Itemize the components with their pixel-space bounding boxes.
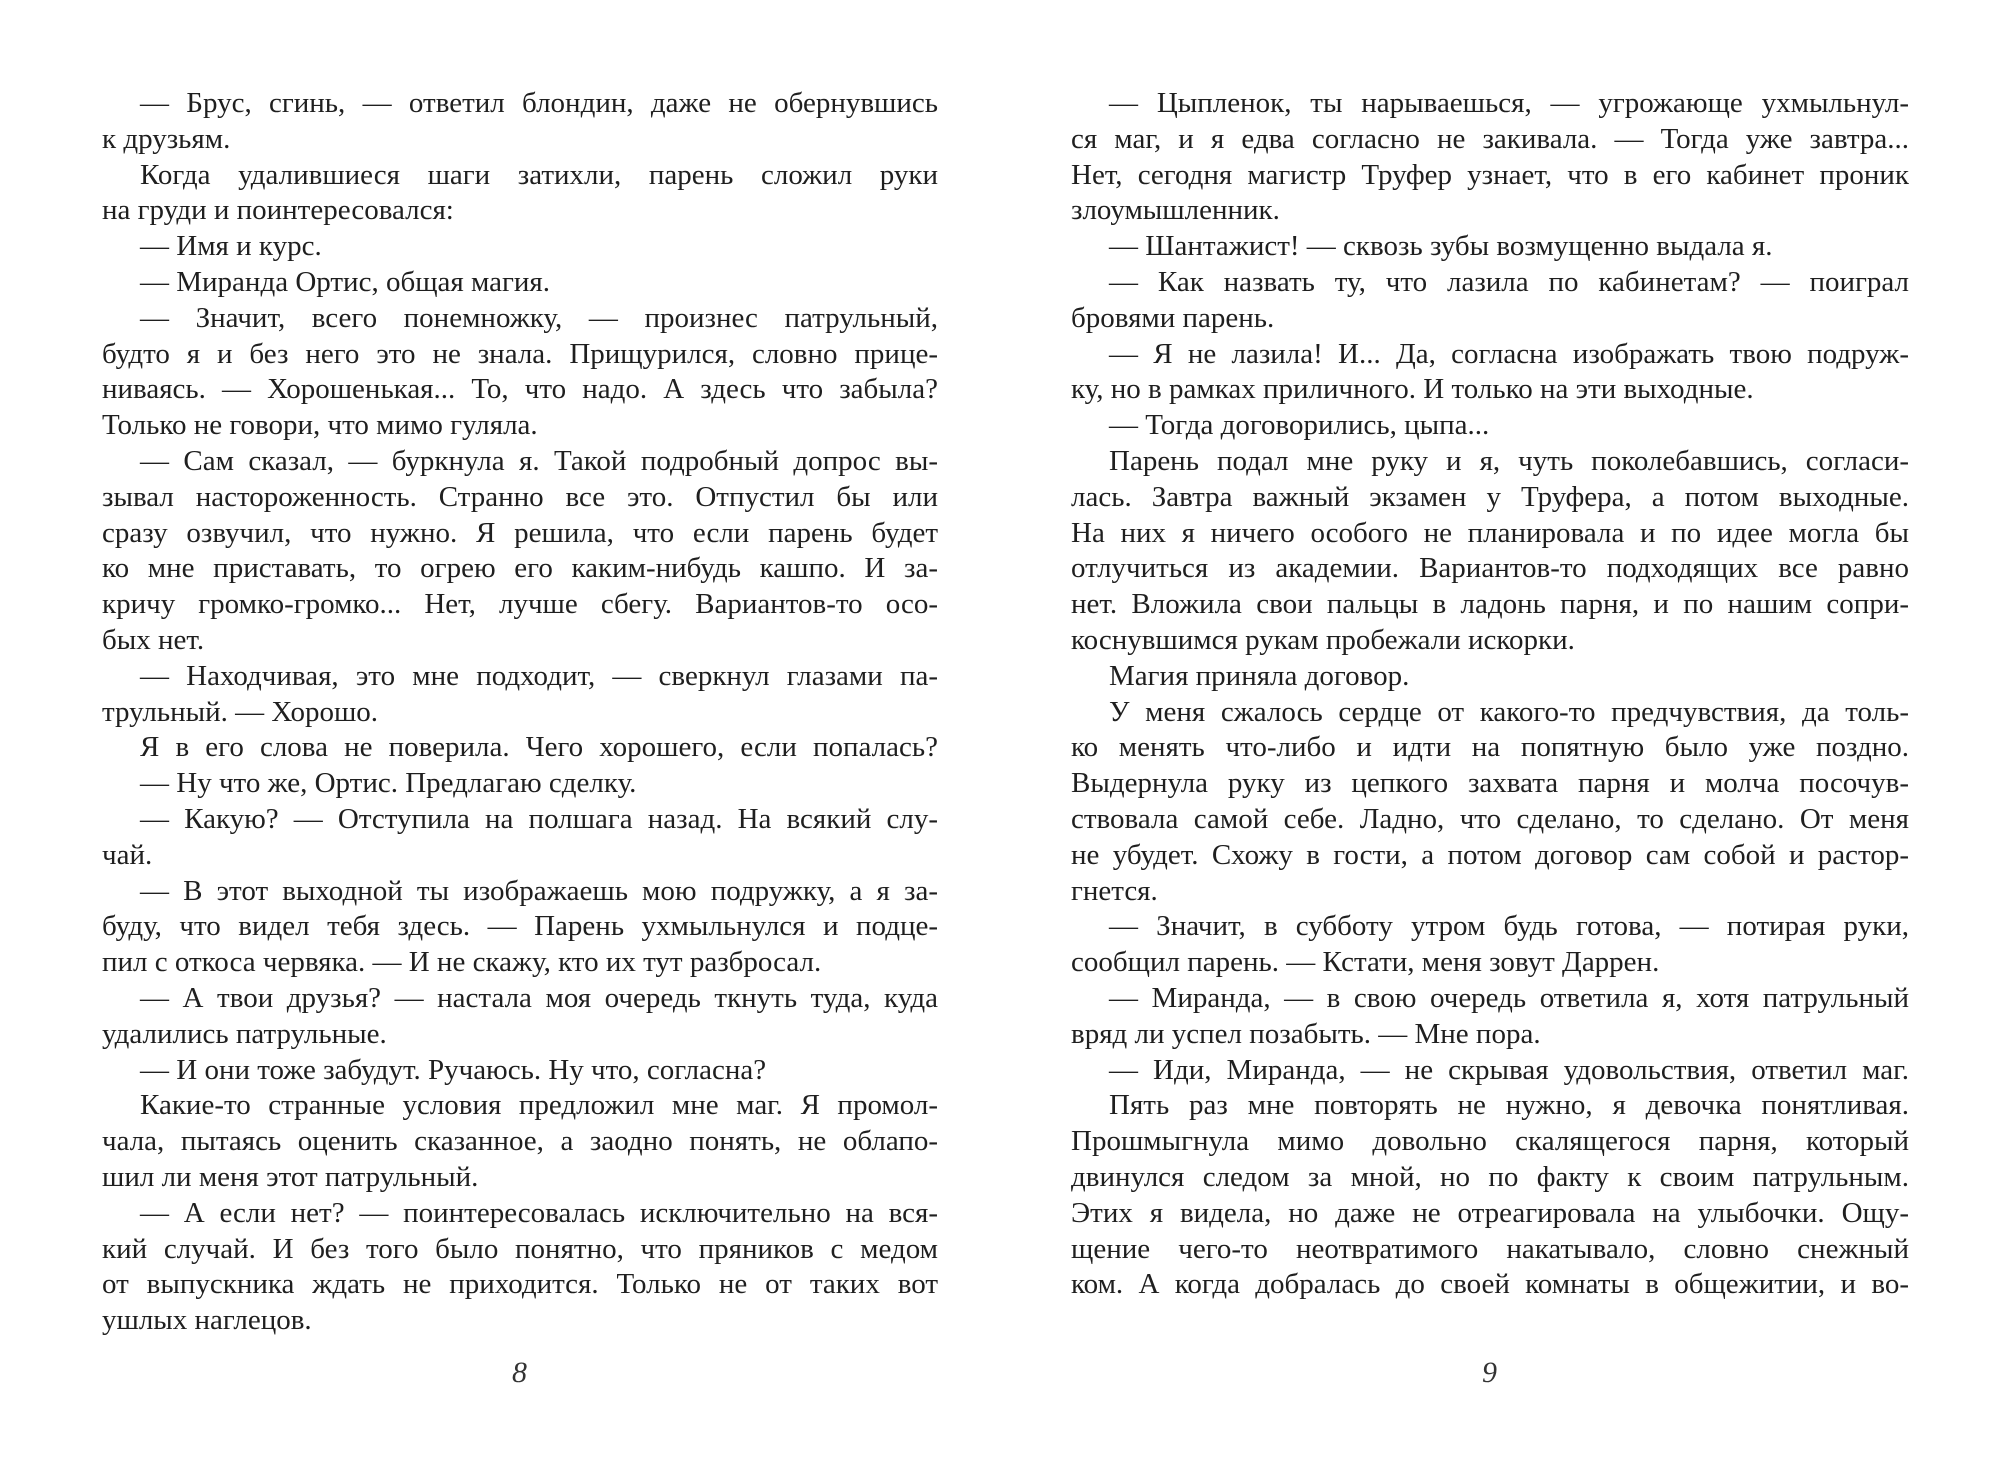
text-line: — Шантажист! — сквозь зубы возмущенно выдала я. xyxy=(1109,230,1773,263)
paragraph xyxy=(102,229,938,265)
text-line: ниваясь. — Хорошенькая... То, что надо. А здесь что забыла? xyxy=(102,373,938,406)
text-line: трульный. — Хорошо. xyxy=(102,695,379,728)
text-line: на груди и поинтересовался: xyxy=(102,194,454,227)
text-line: к друзьям. xyxy=(102,122,231,155)
text-line: чай. xyxy=(102,838,153,871)
paragraph xyxy=(1071,444,1909,659)
text-line: — Иди, Миранда, — не скрывая удовольствия, ответил маг. xyxy=(1109,1053,1909,1086)
paragraph xyxy=(1071,337,1909,409)
text-line: — А если нет? — поинтересовалась исключительно на вся- xyxy=(140,1196,938,1229)
text-line: — Брус, сгинь, — ответил блондин, даже не обернувшись xyxy=(140,87,938,119)
text-line: Прошмыгнула мимо довольно скалящегося парня, который xyxy=(1071,1125,1909,1158)
paragraph xyxy=(1071,229,1909,265)
text-line: буду, что видел тебя здесь. — Парень ухмыльнулся и подце- xyxy=(102,910,938,943)
text-line: — Имя и курс. xyxy=(140,230,322,263)
paragraph xyxy=(1071,909,1909,981)
paragraph xyxy=(102,659,938,731)
text-line: удалились патрульные. xyxy=(102,1017,387,1050)
text-line: ку, но в рамках приличного. И только на эти выходные. xyxy=(1071,373,1754,406)
paragraph xyxy=(1071,1053,1909,1089)
text-line: — Значит, всего понемножку, — произнес патрульный, xyxy=(140,301,938,334)
paragraph xyxy=(1071,265,1909,337)
text-line: — Как назвать ту, что лазила по кабинетам? — поиграл xyxy=(1109,265,1909,298)
text-line: Только не говори, что мимо гуляла. xyxy=(102,409,538,442)
text-line: щение чего-то неотвратимого накатывало, словно снежный xyxy=(1071,1232,1909,1265)
text-line: кричу громко-громко... Нет, лучше сбегу. Вариантов-то осо- xyxy=(102,588,938,621)
text-line: ся маг, и я едва согласно не закивала. — Тогда уже завтра... xyxy=(1071,122,1909,155)
text-line: — Я не лазила! И... Да, согласна изображать твою подруж- xyxy=(1109,337,1909,370)
text-line: кий случай. И без того было понятно, что пряников с медом xyxy=(102,1232,938,1265)
paragraph xyxy=(102,265,938,301)
text-line: Когда удалившиеся шаги затихли, парень сложил руки xyxy=(140,158,938,191)
text-line: На них я ничего особого не планировала и по идее могла бы xyxy=(1071,516,1909,549)
text-line: сразу озвучил, что нужно. Я решила, что если парень будет xyxy=(102,516,938,549)
text-line: — Миранда Ортис, общая магия. xyxy=(140,265,551,298)
paragraph xyxy=(102,301,938,444)
paragraph xyxy=(1071,408,1909,444)
text-line: ко менять что-либо и идти на попятную было уже поздно. xyxy=(1071,731,1909,764)
text-line: ушлых наглецов. xyxy=(102,1304,312,1337)
paragraph xyxy=(102,874,938,981)
text-line: нет. Вложила свои пальцы в ладонь парня, и по нашим сопри- xyxy=(1071,588,1909,621)
text-line: Какие-то странные условия предложил мне маг. Я промол- xyxy=(140,1089,938,1122)
text-line: Парень подал мне руку и я, чуть поколебавшись, согласи- xyxy=(1109,444,1909,477)
paragraph xyxy=(102,981,938,1053)
paragraph xyxy=(102,1196,938,1339)
text-line: шил ли меня этот патрульный. xyxy=(102,1160,479,1193)
text-line: — Тогда договорились, цыпа... xyxy=(1109,409,1490,442)
paragraph xyxy=(102,1088,938,1195)
text-line: лась. Завтра важный экзамен у Труфера, а потом выходные. xyxy=(1071,480,1909,513)
text-line: — Какую? — Отступила на полшага назад. На всякий слу- xyxy=(140,802,938,835)
text-line: — Сам сказал, — буркнула я. Такой подробный допрос вы- xyxy=(140,444,938,477)
text-line: Этих я видела, но даже не отреагировала на улыбочки. Ощу- xyxy=(1071,1196,1909,1229)
paragraph xyxy=(1071,981,1909,1053)
text-line: бровями парень. xyxy=(1071,301,1275,334)
paragraph xyxy=(102,444,938,659)
text-line: Выдернула руку из цепкого захвата парня и молча посочув- xyxy=(1071,767,1909,800)
text-line: — И они тоже забудут. Ручаюсь. Ну что, согласна? xyxy=(140,1053,767,1086)
text-line: коснувшимся рукам пробежали искорки. xyxy=(1071,623,1575,656)
text-line: У меня сжалось сердце от какого-то предчувствия, да толь- xyxy=(1109,695,1909,728)
paragraph xyxy=(102,730,938,766)
paragraph xyxy=(1071,695,1909,910)
text-line: не убудет. Схожу в гости, а потом договор сам собой и растор- xyxy=(1071,838,1909,871)
text-line: — А твои друзья? — настала моя очередь ткнуть туда, куда xyxy=(140,981,938,1014)
text-line: — Находчивая, это мне подходит, — сверкнул глазами па- xyxy=(140,659,938,692)
text-line: чала, пытаясь оценить сказанное, а заодно понять, не облапо- xyxy=(102,1125,938,1158)
paragraph xyxy=(102,766,938,802)
text-line: Я в его слова не поверила. Чего хорошего, если попалась? xyxy=(140,731,938,764)
text-line: вряд ли успел позабыть. — Мне пора. xyxy=(1071,1017,1541,1050)
text-line: Пять раз мне повторять не нужно, я девочка понятливая. xyxy=(1109,1089,1909,1122)
text-line: — Ну что же, Ортис. Предлагаю сделку. xyxy=(140,767,637,800)
text-line: ком. А когда добралась до своей комнаты в общежитии, и во- xyxy=(1071,1268,1909,1301)
text-line: зывал настороженность. Странно все это. Отпустил бы или xyxy=(102,480,938,513)
text-line: Нет, сегодня магистр Труфер узнает, что в его кабинет проник xyxy=(1071,158,1909,191)
text-line: двинулся следом за мной, но по факту к своим патрульным. xyxy=(1071,1160,1909,1193)
text-line: отлучиться из академии. Вариантов-то подходящих все равно xyxy=(1071,552,1909,585)
text-line: ко мне приставать, то огрею его каким-нибудь кашпо. И за- xyxy=(102,552,938,585)
text-line: пил с откоса червяка. — И не скажу, кто их тут разбросал. xyxy=(102,946,822,979)
paragraph xyxy=(102,802,938,874)
paragraph xyxy=(1071,659,1909,695)
text-line: от выпускника ждать не приходится. Только не от таких вот xyxy=(102,1268,938,1301)
text-line: Магия приняла договор. xyxy=(1109,659,1410,692)
paragraph xyxy=(1071,1088,1909,1303)
paragraph xyxy=(102,1053,938,1089)
text-line: ствовала самой себе. Ладно, что сделано, то сделано. От меня xyxy=(1071,802,1909,835)
paragraph xyxy=(102,86,938,158)
text-line: — Значит, в субботу утром будь готова, — потирая руки, xyxy=(1109,910,1909,943)
text-line: — В этот выходной ты изображаешь мою подружку, а я за- xyxy=(140,874,938,907)
text-line: гнется. xyxy=(1071,874,1158,907)
text-line: — Миранда, — в свою очередь ответила я, хотя патрульный xyxy=(1109,981,1909,1014)
text-line: сообщил парень. — Кстати, меня зовут Даррен. xyxy=(1071,946,1660,979)
text-line: злоумышленник. xyxy=(1071,194,1280,227)
page-number-left: 8 xyxy=(512,1356,527,1389)
text-line: — Цыпленок, ты нарываешься, — угрожающе ухмыльнул- xyxy=(1109,87,1909,119)
page-number-right: 9 xyxy=(1482,1356,1497,1389)
paragraph xyxy=(1071,86,1909,229)
text-line: будто я и без него это не знала. Прищурился, словно прице- xyxy=(102,337,938,370)
paragraph xyxy=(102,158,938,230)
left-page-text xyxy=(102,86,938,1339)
text-line: бых нет. xyxy=(102,623,205,656)
right-page-text xyxy=(1071,86,1909,1303)
